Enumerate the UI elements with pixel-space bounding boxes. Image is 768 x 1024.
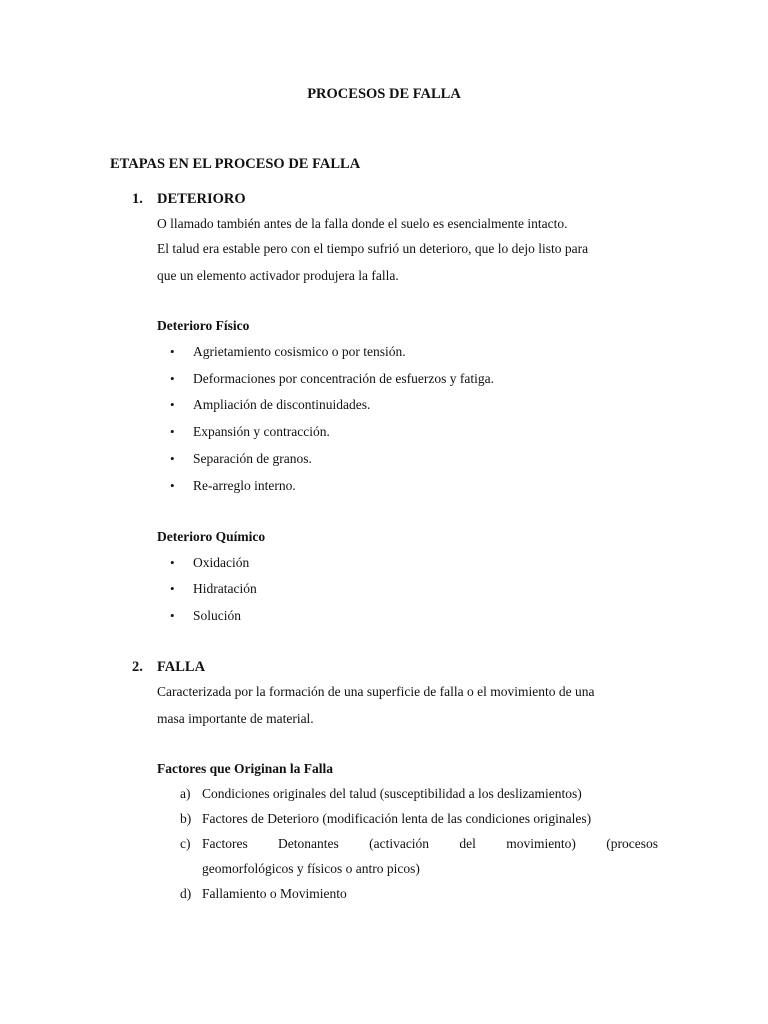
list-item: Factores de Deterioro (modificación lenta de las condiciones originales) xyxy=(202,811,592,826)
list-marker: a) xyxy=(180,786,191,801)
section-2-paragraph-line: masa importante de material. xyxy=(157,711,314,726)
section-2-number: 2. xyxy=(132,659,143,675)
bullet-icon: • xyxy=(170,371,175,386)
subsection-title-factores: Factores que Originan la Falla xyxy=(157,761,333,776)
section-2-label: FALLA xyxy=(157,659,206,675)
bullet-icon: • xyxy=(170,451,175,466)
list-item: Deformaciones por concentración de esfuerzos y fatiga. xyxy=(193,371,494,386)
bullet-icon: • xyxy=(170,555,175,570)
subsection-title-fisico: Deterioro Físico xyxy=(157,318,250,333)
section-heading: ETAPAS EN EL PROCESO DE FALLA xyxy=(110,156,361,172)
bullet-icon: • xyxy=(170,581,175,596)
bullet-icon: • xyxy=(170,478,175,493)
bullet-icon: • xyxy=(170,397,175,412)
section-1-label: DETERIORO xyxy=(157,191,246,207)
word: del xyxy=(459,836,476,851)
bullet-icon: • xyxy=(170,424,175,439)
word: Factores xyxy=(202,836,248,851)
section-1-paragraph-line: O llamado también antes de la falla donde el suelo es esencialmente intacto. xyxy=(157,216,568,231)
section-1-number: 1. xyxy=(132,191,143,207)
list-item: Oxidación xyxy=(193,555,250,570)
word: (procesos xyxy=(606,836,658,851)
section-2-paragraph-line: Caracterizada por la formación de una superficie de falla o el movimiento de una xyxy=(157,684,595,699)
list-marker: d) xyxy=(180,886,192,901)
list-item: Fallamiento o Movimiento xyxy=(202,886,347,901)
section-1-paragraph-line: El talud era estable pero con el tiempo sufrió un deterioro, que lo dejo listo para xyxy=(157,241,589,256)
document-title: PROCESOS DE FALLA xyxy=(307,86,461,102)
list-item: Solución xyxy=(193,608,242,623)
bullet-icon: • xyxy=(170,344,175,359)
list-item-continuation: geomorfológicos y físicos o antro picos) xyxy=(202,861,420,876)
list-item: Agrietamiento cosismico o por tensión. xyxy=(193,344,406,359)
list-item: Separación de granos. xyxy=(193,451,312,466)
list-item: Re-arreglo interno. xyxy=(193,478,296,493)
list-marker: b) xyxy=(180,811,192,826)
list-item-justified-line xyxy=(202,836,658,852)
list-item: Expansión y contracción. xyxy=(193,424,330,439)
section-1-paragraph-line: que un elemento activador produjera la falla. xyxy=(157,268,399,283)
word: movimiento) xyxy=(506,836,576,851)
list-item: Ampliación de discontinuidades. xyxy=(193,397,371,412)
list-item: Condiciones originales del talud (susceptibilidad a los deslizamientos) xyxy=(202,786,582,801)
word: Detonantes xyxy=(278,836,339,851)
subsection-title-quimico: Deterioro Químico xyxy=(157,529,266,544)
list-marker: c) xyxy=(180,836,191,851)
word: (activación xyxy=(369,836,430,851)
bullet-icon: • xyxy=(170,608,175,623)
list-item: Hidratación xyxy=(193,581,257,596)
